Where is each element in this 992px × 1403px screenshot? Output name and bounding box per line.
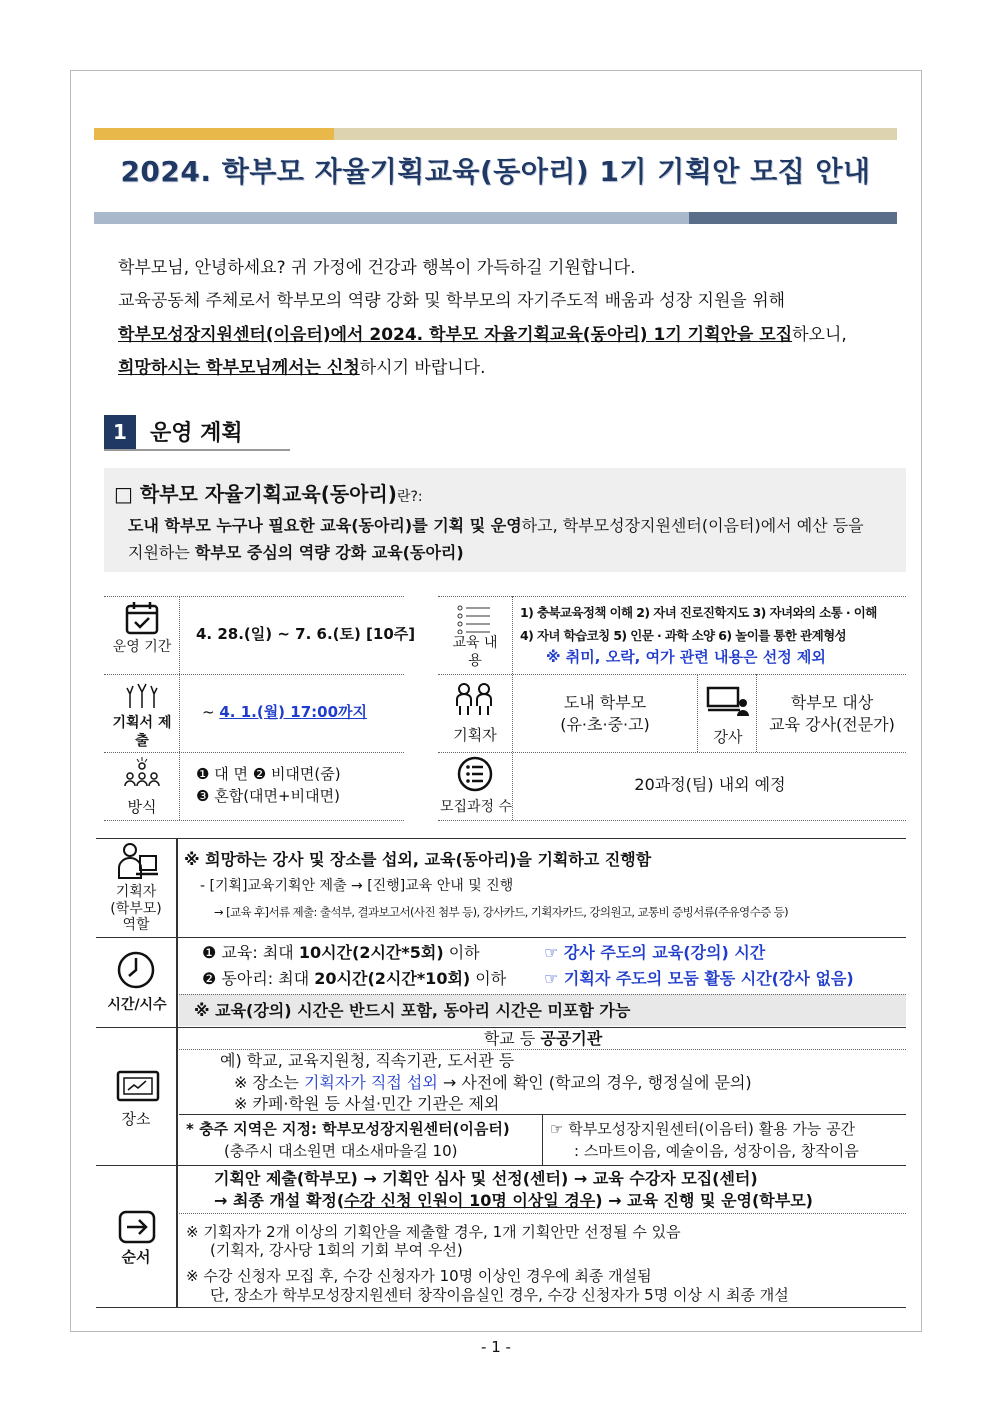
order-line-2-a: → 최종 개설 확정(: [214, 1191, 345, 1210]
grid-line: [438, 752, 906, 753]
raised-hands-icon: [124, 680, 160, 710]
period-label: 운영 기간: [112, 639, 172, 655]
time-line-1-c: 이하: [443, 943, 480, 962]
role-label-2: (학부모): [110, 901, 162, 917]
time-line-1-b: 10시간(2시간*5회): [298, 943, 444, 962]
role-line-2: - [기획]교육기획안 제출 → [진행]교육 안내 및 진행: [200, 878, 514, 894]
content-note: ※ 취미, 오락, 여가 관련 내용은 선정 제외: [546, 648, 826, 666]
method-label: 방식: [127, 798, 157, 816]
order-line-1: 기획안 제출(학부모) → 기획안 심사 및 선정(센터) → 교육 수강자 모집(센터): [214, 1169, 758, 1188]
intro-line-3: [118, 323, 898, 347]
place-left-1: * 충주 지역은 지정: 학부모성장지원센터(이음터): [186, 1120, 510, 1138]
place-heading-b: 공공기관: [540, 1029, 603, 1048]
table-line: [96, 1165, 906, 1166]
submit-prefix: ~: [202, 703, 220, 721]
order-note-2: ※ 수강 신청자 모집 후, 수강 신청자가 10명 이상인 경우에 최종 개설됨: [186, 1267, 652, 1285]
content-label: 교육 내용: [452, 635, 498, 669]
order-note-1: ※ 기획자가 2개 이상의 기획안을 제출할 경우, 1개 기획안만 선정될 수 있음: [186, 1223, 681, 1241]
count-value: 20과정(팀) 내외 예정: [634, 775, 786, 794]
method-line-1: ❶ 대 면 ❷ 비대면(줌): [196, 765, 341, 783]
order-note-1b: (기획자, 강사당 1회의 기회 부여 우선): [210, 1241, 463, 1259]
title-underbar-light: [94, 212, 689, 224]
place-line-2-c: → 사전에 확인 (학교의 경우, 행정실에 문의): [437, 1073, 752, 1092]
table-line: [96, 838, 906, 839]
grid-line: [438, 596, 906, 597]
intro-line-3-rest: 하오니,: [792, 325, 847, 345]
place-label: 장소: [121, 1110, 151, 1128]
time-line-2: [202, 968, 506, 989]
definition-rest-2: 지원하는: [128, 543, 195, 562]
title-bar-beige: [334, 128, 897, 140]
title-underbar-dark: [689, 212, 897, 224]
time-line-1-a: ❶ 교육: 최대: [202, 943, 299, 962]
grid-line: [438, 820, 906, 821]
count-label: 모집과정 수: [439, 799, 513, 815]
role-line-3: → [교육 후]서류 제출: 출석부, 결과보고서(사진 첨부 등), 강사카드, 기획자카드, 강의원고, 교통비 증빙서류(주유영수증 등): [214, 905, 789, 919]
grid-vline: [756, 674, 757, 752]
time-line-2-note: ☞ 기획자 주도의 모둠 활동 시간(강사 없음): [544, 969, 854, 988]
presentation-screen-icon: [116, 1068, 160, 1104]
order-note-2b: 단, 장소가 학부모성장지원센터 창작이음실인 경우, 수강 신청자가 5명 이상 시 최종 개설: [210, 1286, 789, 1304]
intro-line-1: 학부모님, 안녕하세요? 귀 가정에 건강과 행복이 가득하길 기원합니다.: [118, 258, 636, 278]
definition-rest-1: 하고, 학부모성장지원센터(이음터)에서 예산 등을: [521, 516, 864, 535]
teacher-value-2: 교육 강사(전문가): [769, 715, 895, 734]
submit-value: [202, 702, 367, 723]
list-icon: [456, 604, 492, 634]
intro-line-2: 교육공동체 주체로서 학부모의 역량 강화 및 학부모의 자기주도적 배움과 성장 지원을 위해: [118, 291, 786, 311]
definition-bold-2: 학부모 중심의 역량 강화 교육(동아리): [194, 543, 464, 562]
arrow-right-icon: [118, 1210, 156, 1244]
place-line-2-a: ※ 장소는: [234, 1073, 304, 1092]
grid-vline: [512, 596, 513, 820]
page-title: 2024. 학부모 자율기획교육(동아리) 1기 기획안 모집 안내: [120, 155, 871, 188]
place-right-1: ☞ 학부모성장지원센터(이음터) 활용 가능 공간: [550, 1120, 856, 1138]
grid-line: [104, 674, 404, 675]
planner-value-2: (유·초·중·고): [560, 715, 650, 734]
definition-title-suffix: 란?:: [396, 489, 423, 505]
submit-deadline: 4. 1.(월) 17:00까지: [219, 703, 367, 721]
place-line-1: 예) 학교, 교육지원청, 직속기관, 도서관 등: [220, 1051, 515, 1070]
order-divider: [179, 1213, 906, 1214]
place-left-2: (충주시 대소원면 대소새마을길 10): [224, 1142, 458, 1160]
time-line-1-note: ☞ 강사 주도의 교육(강의) 시간: [544, 943, 766, 962]
order-line-2-b: 수강 신청 인원이 10명 이상일 경우: [344, 1191, 596, 1210]
time-label: 시간/시수: [107, 997, 167, 1013]
grid-line: [104, 820, 404, 821]
time-line-2-b: 20시간(2시간*10회): [314, 969, 471, 988]
intro-line-4-rest: 하시기 바랍니다.: [359, 358, 486, 378]
planner-value-1: 도내 학부모: [563, 693, 647, 712]
method-line-2: ❸ 혼합(대면+비대면): [196, 787, 340, 805]
list-circle-icon: [457, 756, 493, 792]
intro-emphasis-2: 희망하시는 학부모님께서는 신청: [118, 358, 360, 378]
person-laptop-icon: [116, 842, 160, 882]
section-underline: [104, 449, 290, 451]
definition-title: [114, 478, 423, 507]
time-line-1: [202, 942, 480, 963]
calendar-check-icon: [124, 600, 160, 636]
planner-label: 기획자: [453, 726, 497, 744]
intro-line-4: [118, 356, 898, 380]
page-number: - 1 -: [481, 1338, 511, 1356]
teacher-label: 강사: [713, 728, 743, 746]
grid-line: [104, 596, 404, 597]
time-line-2-c: 이하: [470, 969, 507, 988]
role-label-1: 기획자: [115, 884, 157, 900]
place-sub-vline: [542, 1114, 543, 1165]
table-line: [96, 937, 906, 938]
content-line-2: 4) 자녀 학습코칭 5) 인문 · 과학 소양 6) 놀이를 통한 관계형성: [520, 628, 847, 643]
section-number: 1: [104, 415, 136, 449]
grid-vline: [697, 674, 698, 752]
grid-line: [104, 752, 404, 753]
definition-bold-1: 도내 학부모 누구나 필요한 교육(동아리)를 기획 및 운영: [128, 516, 522, 535]
group-meeting-icon: [122, 756, 162, 792]
place-heading: [180, 1028, 906, 1049]
grid-line: [438, 674, 906, 675]
time-line-2-a: ❷ 동아리: 최대: [202, 969, 315, 988]
order-label: 순서: [121, 1248, 151, 1266]
teacher-value-1: 학부모 대상: [790, 693, 874, 712]
place-right-2: : 스마트이음, 예술이음, 성장이음, 창작이음: [574, 1142, 859, 1160]
time-note: ※ 교육(강의) 시간은 반드시 포함, 동아리 시간은 미포함 가능: [194, 1001, 631, 1020]
table-line: [96, 1307, 906, 1308]
definition-title-text: □ 학부모 자율기획교육(동아리): [114, 482, 397, 506]
submit-label: 기획서 제출: [112, 715, 172, 749]
definition-text: [128, 512, 904, 566]
grid-vline: [179, 596, 180, 820]
intro-emphasis-1: 학부모성장지원센터(이음터)에서 2024. 학부모 자율기획교육(동아리) 1기 기획안을 모집: [118, 325, 793, 345]
title-bar-gold: [94, 128, 334, 140]
clock-icon: [116, 950, 156, 990]
content-line-1: 1) 충북교육정책 이해 2) 자녀 진로진학지도 3) 자녀와의 소통 · 이해: [520, 605, 877, 620]
role-line-1: ※ 희망하는 강사 및 장소를 섭외, 교육(동아리)을 기획하고 진행함: [184, 850, 652, 869]
role-label-3: 역할: [122, 917, 150, 933]
table-vline: [176, 838, 178, 1307]
period-value: 4. 28.(일) ~ 7. 6.(토) [10주]: [196, 625, 416, 643]
order-line-2: [214, 1190, 813, 1211]
place-heading-a: 학교 등: [483, 1029, 541, 1048]
people-icon: [454, 682, 494, 716]
lecturer-board-icon: [706, 686, 750, 718]
order-line-2-c: ) → 교육 진행 및 운영(학부모): [595, 1191, 813, 1210]
place-line-3: ※ 카페·학원 등 사설·민간 기관은 제외: [234, 1094, 500, 1113]
place-line-2-b: 기획자가 직접 섭외: [303, 1073, 438, 1092]
place-line-2: [234, 1072, 752, 1093]
section-title: 운영 계획: [150, 421, 243, 446]
